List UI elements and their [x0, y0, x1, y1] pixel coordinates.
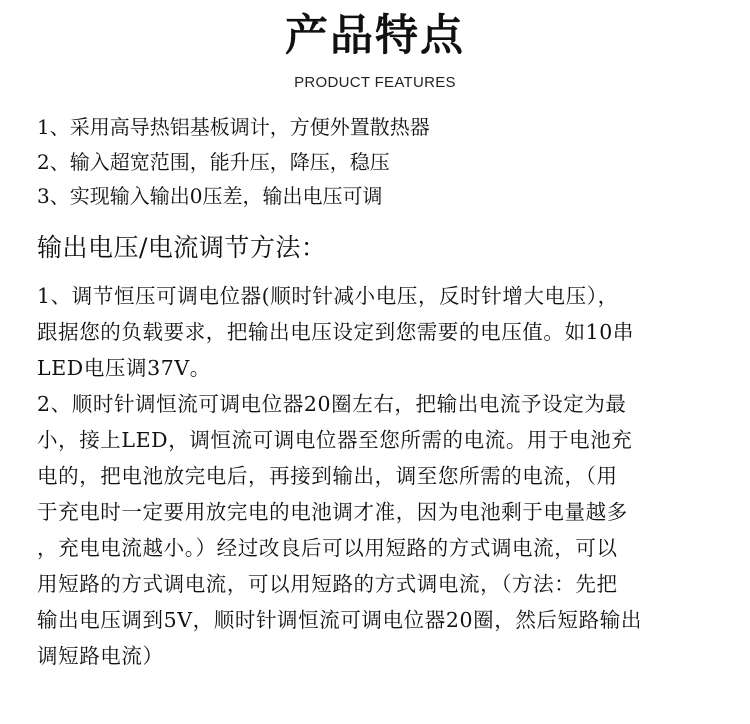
adjustment-method-heading: 输出电压/电流调节方法：	[37, 233, 327, 262]
instruction-line: 调短路电流）	[37, 644, 164, 668]
instruction-line: 小，接上LED，调恒流可调电位器至您所需的电流。用于电池充	[37, 428, 633, 452]
page-subtitle: PRODUCT FEATURES	[294, 74, 456, 91]
page-title: 产品特点	[285, 11, 465, 61]
instruction-line: 电的，把电池放完电后，再接到输出，调至您所需的电流，（用	[37, 464, 618, 488]
instruction-paragraph-2	[37, 386, 727, 674]
instruction-line: 2、顺时针调恒流可调电位器20圈左右，把输出电流予设定为最	[37, 392, 627, 416]
feature-item-2: 2、输入超宽范围，能升压，降压，稳压	[37, 149, 390, 174]
instruction-paragraph-1	[37, 278, 727, 386]
instruction-line: LED电压调37V。	[37, 356, 211, 380]
adjustment-instructions	[37, 278, 727, 674]
feature-list	[37, 110, 727, 214]
instruction-line: 于充电时一定要用放完电的电池调才准，因为电池剩于电量越多	[37, 500, 628, 524]
feature-item-3: 3、实现输入输出0压差，输出电压可调	[37, 184, 383, 208]
instruction-line: 输出电压调到5V，顺时针调恒流可调电位器20圈，然后短路输出	[37, 608, 642, 632]
feature-item-1: 1、采用高导热铝基板调计，方便外置散热器	[37, 115, 430, 139]
instruction-line: 1、调节恒压可调电位器(顺时针减小电压，反时针增大电压），	[37, 284, 619, 308]
instruction-line: 跟据您的负载要求，把输出电压设定到您需要的电压值。如10串	[37, 320, 634, 344]
instruction-line: ，充电电流越小。）经过改良后可以用短路的方式调电流，可以	[37, 536, 618, 560]
instruction-line: 用短路的方式调电流，可以用短路的方式调电流，（方法：先把	[37, 572, 618, 596]
